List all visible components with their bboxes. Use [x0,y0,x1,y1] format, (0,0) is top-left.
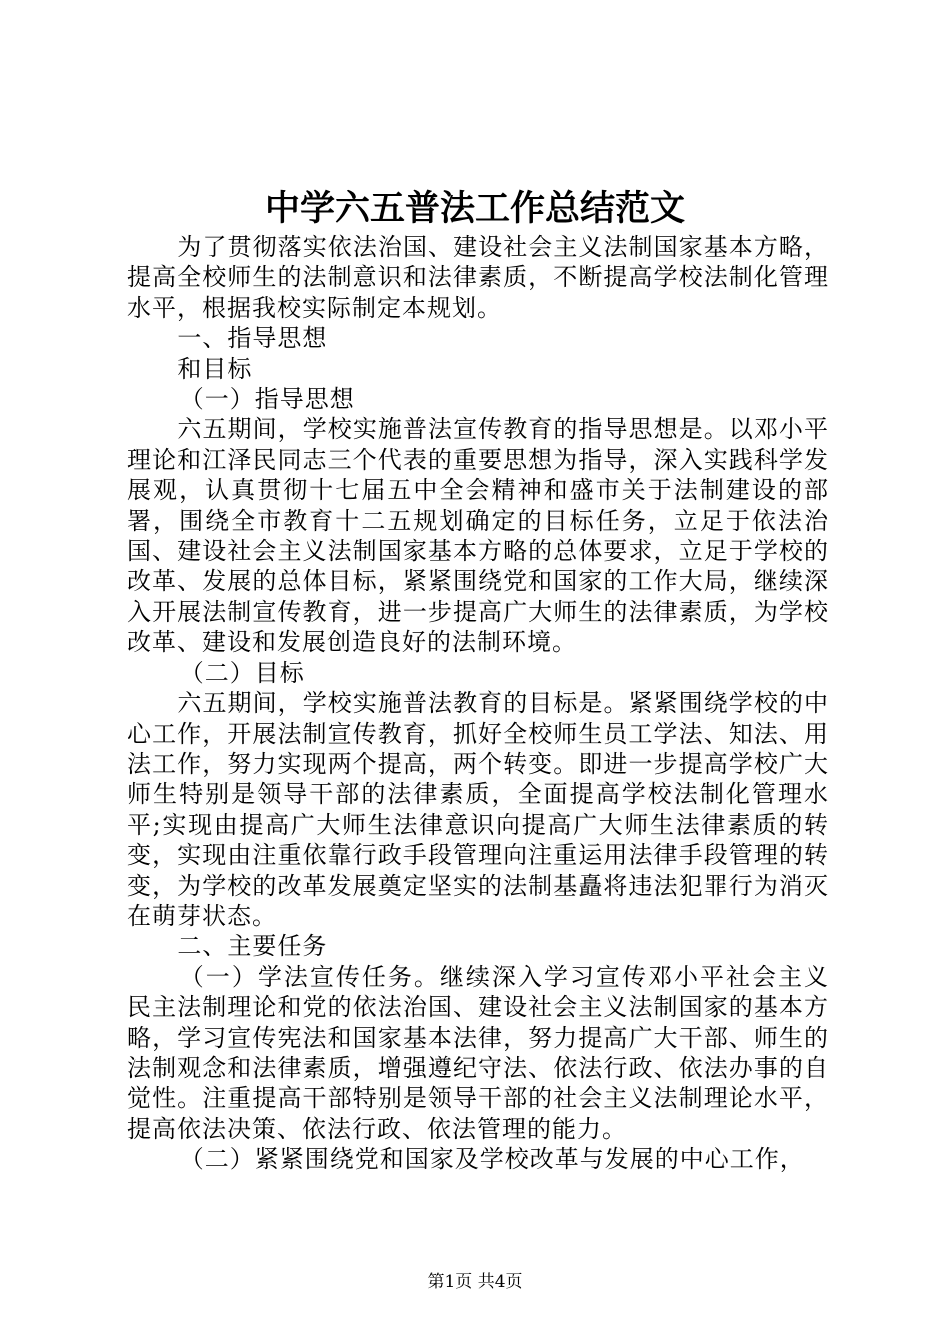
paragraph-guiding-thought: 六五期间，学校实施普法宣传教育的指导思想是。以邓小平理论和江泽民同志三个代表的重要思想为指导，深入实践科学发展观，认真贯彻十七届五中全会精神和盛市关于法制建设的部署，围绕全市教育十二五规划确定的目标任务，立足于依法治国、建设社会主义法制国家基本方略的总体要求，立足于学校的改革、发展的总体目标，紧紧围绕党和国家的工作大局，继续深入开展法制宣传教育，进一步提高广大师生的法律素质，为学校改革、建设和发展创造良好的法制环境。 [127,415,829,657]
document-title: 中学六五普法工作总结范文 [264,188,685,229]
heading-guiding-thought: 一、指导思想 [177,324,328,353]
subheading-goals: （二）目标 [179,658,305,687]
page-footer: 第1页 共4页 [427,1272,523,1292]
paragraph-goals: 六五期间，学校实施普法教育的目标是。紧紧围绕学校的中心工作，开展法制宣传教育，抓好全校师生员工学法、知法、用法工作，努力实现两个提高，两个转变。即进一步提高学校广大师生特别是领导干部的法律素质，全面提高学校法制化管理水平;实现由提高广大师生法律意识向提高广大师生法律素质的转变，实现由注重依靠行政手段管理向注重运用法律手段管理的转变，为学校的改革发展奠定坚实的法制基矗将违法犯罪行为消灭在萌芽状态。 [127,689,829,930]
document-body [127,232,829,1175]
paragraph-task-1: （一）学法宣传任务。继续深入学习宣传邓小平社会主义民主法制理论和党的依法治国、建设社会主义法制国家的基本方略，学习宣传宪法和国家基本法律，努力提高广大干部、师生的法制观念和法律素质，增强遵纪守法、依法行政、依法办事的自觉性。注重提高干部特别是领导干部的社会主义法制理论水平，提高依法决策、依法行政、依法管理的能力。 [127,962,829,1143]
subheading-guiding-thought: （一）指导思想 [179,385,355,414]
heading-and-goals: 和目标 [177,354,253,383]
paragraph-task-2: （二）紧紧围绕党和国家及学校改革与发展的中心工作， [179,1145,805,1174]
heading-main-tasks: 二、主要任务 [177,932,328,961]
paragraph-intro: 为了贯彻落实依法治国、建设社会主义法制国家基本方略，提高全校师生的法制意识和法律素质，不断提高学校法制化管理水平，根据我校实际制定本规划。 [127,233,829,322]
